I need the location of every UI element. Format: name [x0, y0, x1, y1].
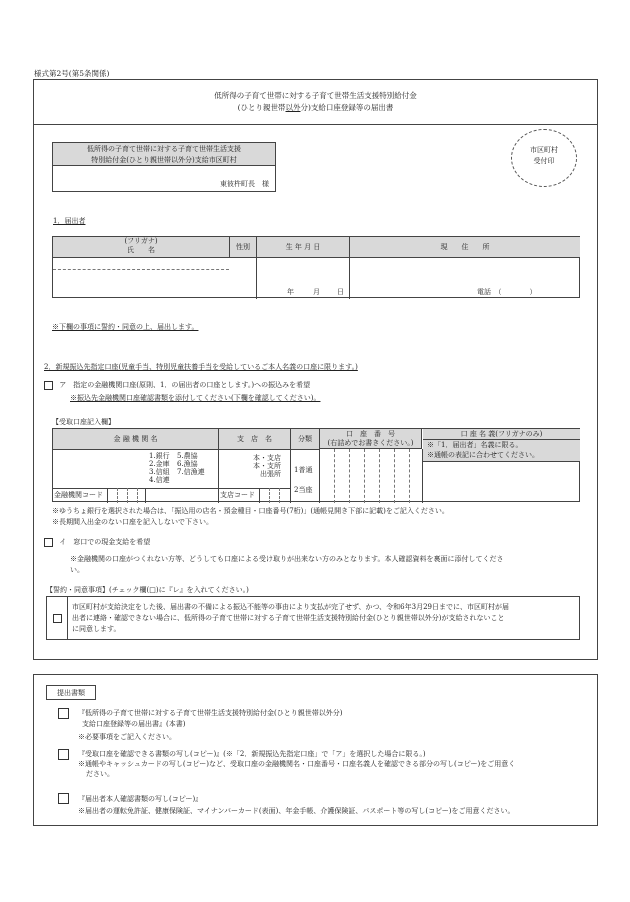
applicant-table: (フリガナ) 氏 名 性別 生 年 月 日 年 月 日 現 住 所 電話 （ ） [52, 236, 580, 298]
option-b: イ 窓口での現金支給を希望 [44, 537, 150, 547]
title-line1: 低所得の子育て世帯に対する子育て世帯生活支援特別給付金 [214, 91, 417, 100]
title-line2: (ひとり親世帯以外分)支給口座登録等の届出書 [237, 103, 394, 112]
section2-heading: 2．新規振込先指定口座(児童手当、特別児童扶養手当を受給しているご本人名義の口座に限ります。) [44, 363, 358, 371]
doc2-checkbox[interactable] [58, 749, 69, 760]
form-number: 様式第2号(第5条関係) [34, 69, 110, 78]
documents-box: 提出書類 『低所得の子育て世帯に対する子育て世帯生活支援特別給付金(ひとり親世帯以外分) 支給口座登録等の届出書』(本書) ※必要事項をご記入ください。 『受取口座を確認できる書類の写し(コピー)』(※「2．新規振込先指定口座」で「ア」を選択した場合に限る。) ※通帳やキャッシュカードの写し(コピー)など、受取口座の金融機関名・口座番号・口座名義人を確認できる部分の写し(コピー)をご用意く ださい。 『届出者本人確認書類の写し(コピー)』 ※届出者の運転免許証、健康保険証、マイナンバーカード(表面)、年金手帳、介護保険証、パスポート等の写し(コピー)をご用意ください。 [33, 674, 598, 826]
mayor-name: 東彼杵町長 様 [220, 180, 269, 188]
note-yucho: ※ゆうちょ銀行を選択された場合は、「振込用の店名・預金種目・口座番号(7桁)」(通帳見開き下部に記載)をご記入ください。 [52, 507, 449, 515]
note-dormant: ※長期間入出金のない口座を記入しないで下さい。 [52, 518, 213, 526]
option-b-note: ※金融機関の口座がつくれない方等、どうしても口座による受け取りが出来ない方のみとなります。本人確認資料を裏面に添付してくださ い。 [70, 555, 504, 574]
option-b-checkbox[interactable] [44, 538, 53, 547]
account-label: 【受取口座記入欄】 [52, 418, 115, 426]
pledge-checkbox[interactable] [53, 614, 62, 623]
doc1-checkbox[interactable] [58, 708, 69, 719]
account-table: 金 融 機 関 名 支 店 名 分類 口 座 番 号 (右詰めでお書きください。) 口 座 名 義(フリガナのみ) ※「1．届出者」名義に限る。 ※通帳の表記に合わせてください。 1.銀行 2.金庫 3.信組 4.信連 5.農協 6.漁協 7.信漁連 金融機関コード 本・支店 本・支所 出張所 支店コード 1普通 2当座 [52, 428, 580, 502]
option-a-checkbox[interactable] [44, 381, 53, 390]
reception-stamp: 市区町村 受付印 [511, 129, 577, 187]
doc3-checkbox[interactable] [58, 793, 69, 804]
pledge-heading: 【誓約・同意事項】(チェック欄(□)に『レ』を入れてください。) [46, 586, 249, 594]
option-a: ア 指定の金融機関口座(原則、1．の届出者の口座とします。)への振込みを希望 [44, 380, 310, 390]
addressee-box: 低所得の子育て世帯に対する子育て世帯生活支援 特別給付金(ひとり親世帯以外分)支給市区町村 東彼杵町長 様 [52, 142, 276, 192]
section1-heading: 1．届出者 [53, 217, 86, 225]
title-box [33, 79, 598, 125]
documents-heading: 提出書類 [46, 685, 96, 700]
pledge-note: ※下欄の事項に誓約・同意の上、届出します。 [52, 323, 199, 331]
pledge-box: 市区町村が支給決定をした後、届出書の不備による振込不能等の事由により支払が完了せず、かつ、令和6年3月29日までに、市区町村が届 出者に連絡・確認できない場合に、低所得の子育て世帯に対する子育て世帯生活支援特別給付金(ひとり親世帯以外分)が支給されないこと に同意します。 [46, 596, 580, 640]
